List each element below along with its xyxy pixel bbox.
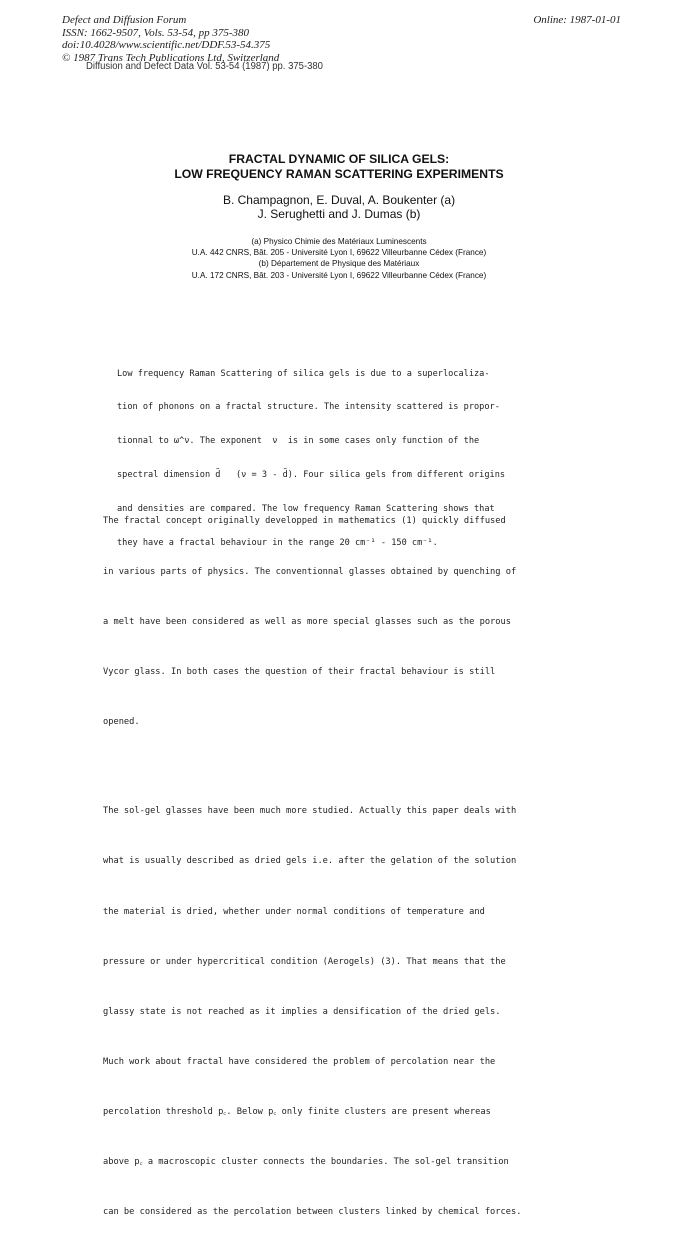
affiliation-a-name: (a) Physico Chimie des Matériaux Luminescents — [251, 237, 427, 246]
issn-line: ISSN: 1662-9507, Vols. 53-54, pp 375-380 — [62, 26, 249, 39]
title-line-1: FRACTAL DYNAMIC OF SILICA GELS: — [228, 152, 450, 166]
paper-title — [0, 152, 678, 181]
affiliation-b-name: (b) Département de Physique des Matériaux — [258, 259, 420, 269]
body-line: what is usually described as dried gels i.e. after the gelation of the solution — [103, 856, 517, 867]
author-list — [0, 193, 678, 221]
abstract-line: and densities are compared. The low frequency Raman Scattering shows that — [117, 504, 495, 515]
body-line: pressure or under hypercritical condition (Aerogels) (3). That means that the — [103, 956, 506, 967]
body-line: above p꜀ a macroscopic cluster connects the boundaries. The sol-gel transition — [103, 1157, 509, 1168]
cropped-running-head-text: Diffusion and Defect Data Vol. 53-54 (1987) pp. 375-380 — [86, 61, 323, 72]
body-line: a melt have been considered as well as more special glasses such as the porous — [103, 616, 511, 627]
doi-line: doi:10.4028/www.scientific.net/DDF.53-54.375 — [62, 39, 271, 51]
abstract-line: tion of phonons on a fractal structure. The intensity scattered is propor- — [117, 402, 500, 413]
abstract-line: Low frequency Raman Scattering of silica gels is due to a superlocaliza- — [117, 368, 490, 379]
affiliation-a-address: U.A. 442 CNRS, Bât. 205 - Université Lyon I, 69622 Villeurbanne Cédex (France) — [191, 248, 487, 258]
title-line-2: LOW FREQUENCY RAMAN SCATTERING EXPERIMENTS — [174, 166, 504, 181]
body-line: The fractal concept originally developped in mathematics (1) quickly diffused — [103, 516, 506, 527]
abstract-line: tionnal to ω^ν. The exponent ν is in some cases only function of the — [117, 436, 480, 447]
body-line: The sol-gel glasses have been much more studied. Actually this paper deals with — [103, 806, 517, 817]
journal-name: Defect and Diffusion Forum — [62, 14, 187, 26]
cropped-running-head — [86, 61, 326, 76]
body-line: the material is dried, whether under normal conditions of temperature and — [103, 906, 485, 917]
body-line: in various parts of physics. The conventionnal glasses obtained by quenching of — [103, 566, 517, 577]
body-line: opened. — [103, 716, 140, 727]
abstract-line: they have a fractal behaviour in the range 20 cm⁻¹ - 150 cm⁻¹. — [117, 538, 438, 549]
authors-line-1: B. Champagnon, E. Duval, A. Boukenter (a) — [222, 193, 456, 207]
body-line: glassy state is not reached as it implies a densification of the dried gels. — [103, 1006, 501, 1017]
body-line: percolation threshold p꜀. Below p꜀ only finite clusters are present whereas — [103, 1107, 491, 1118]
body-line: can be considered as the percolation between clusters linked by chemical forces. — [103, 1207, 522, 1218]
online-date: Online: 1987-01-01 — [533, 14, 621, 26]
authors-line-2: J. Serughetti and J. Dumas (b) — [257, 207, 421, 221]
abstract-line: spectral dimension d̃ (ν = 3 - d̃). Four silica gels from different origins — [117, 470, 506, 481]
affiliations — [0, 236, 678, 281]
copyright-line: © 1987 Trans Tech Publications Ltd, Switzerland — [62, 51, 280, 64]
journal-citation — [62, 14, 279, 64]
body-line: Vycor glass. In both cases the question of their fractal behaviour is still — [103, 666, 496, 677]
body-line: Much work about fractal have considered the problem of percolation near the — [103, 1056, 496, 1067]
paragraph-gap — [103, 764, 521, 770]
body-text — [103, 480, 521, 1238]
affiliation-b-address: U.A. 172 CNRS, Bât. 203 - Université Lyon I, 69622 Villeurbanne Cédex (France) — [191, 270, 487, 280]
